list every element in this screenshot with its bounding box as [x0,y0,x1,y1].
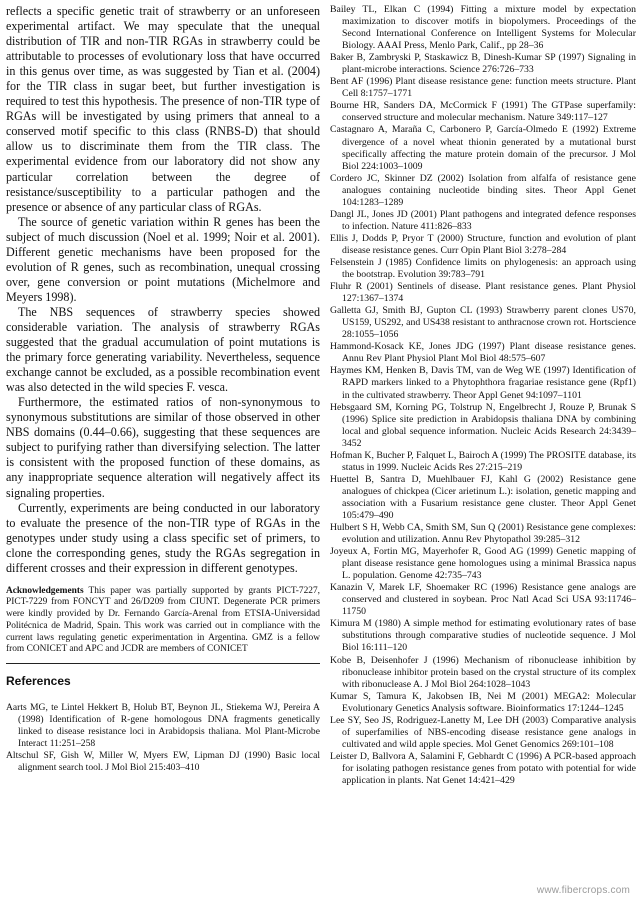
body-paragraph: The source of genetic variation within R genes has been the subject of much discussion (Noel et al. 1999; Noir et al. 2001). Different genetic mechanisms have been proposed for the evolution of R genes, such as recombination, unequal crossing over, gene conversion or point mutations (Michelmore and Meyers 1998). [6,214,320,304]
body-paragraph: reflects a specific genetic trait of strawberry or an unforeseen experimental artifact. We may speculate that the unequal distribution of TIR and non-TIR RGAs in strawberry could be attributable to processes of evolutionary loss that have occurred in this genus over time, as was suggested by Tian et al. (2004) for the TIR class in sugar beet, but further investigation is required to test this hypothesis. The presence of non-TIR type of RGAs will be investigated by using primers that anneal to a conserved motif specific to this class (RNBS-D) that should allow us to discriminate them from the TIR class. The experimental evidence from our laboratory did not show any particular correlation between the degree of resistance/susceptibility to a particular pathogen and the presence or absence of any particular class of RGAs. [6,4,320,214]
acknowledgements-label: Acknowledgements [6,585,84,596]
reference-entry: Hammond-Kosack KE, Jones JDG (1997) Plant disease resistance genes. Annu Rev Plant Physiol Plant Mol Biol 48:575–607 [330,341,636,365]
right-column [330,4,636,787]
reference-entry: Hebsgaard SM, Korning PG, Tolstrup N, Engelbrecht J, Rouze P, Brunak S (1996) Splice site prediction in Arabidopsis thaliana DNA by combining local and global sequence information. Nucleic Acids Research 24:3439–3452 [330,401,636,449]
reference-entry: Huettel B, Santra D, Muehlbauer FJ, Kahl G (2002) Resistance gene analogues of chickpea (Cicer arietinum L.): isolation, genetic mapping and association with a Fusarium resistance gene cluster. Theor Appl Genet 105:479–490 [330,473,636,521]
reference-entry: Bent AF (1996) Plant disease resistance gene: function meets structure. Plant Cell 8:1757–1771 [330,76,636,100]
reference-entry: Kumar S, Tamura K, Jakobsen IB, Nei M (2001) MEGA2: Molecular Evolutionary Genetics Analysis software. Bioinformatics 17:1244–1245 [330,690,636,714]
reference-entry: Kanazin V, Marek LF, Shoemaker RC (1996) Resistance gene analogs are conserved and clustered in soybean. Proc Natl Acad Sci USA 93:11746–11750 [330,582,636,618]
watermark: www.fibercrops.com [536,885,630,896]
body-paragraph: Furthermore, the estimated ratios of non-synonymous to synonymous substitutions are similar of those observed in other NBS domains (0.44–0.66), suggesting that these sequences are subject to purifying rather than diversifying selection. The latter is consistent with the proposed function of these domains, as any inappropriate sequence alteration will negatively affect its signaling properties. [6,395,320,500]
reference-entry: Lee SY, Seo JS, Rodriguez-Lanetty M, Lee DH (2003) Comparative analysis of superfamilies of NBS-encoding disease resistance gene analogs in cultivated and wild apple species. Mol Genet Genomics 269:101–108 [330,714,636,750]
reference-entry: Aarts MG, te Lintel Hekkert B, Holub BT, Beynon JL, Stiekema WJ, Pereira A (1998) Identification of R-gene homologous DNA fragments genetically linked to disease resistance loci in Arabidopsis thaliana. Mol Plant-Microbe Interact 11:251–258 [6,702,320,750]
reference-entry: Leister D, Ballvora A, Salamini F, Gebhardt C (1996) A PCR-based approach for isolating pathogen resistance genes from potato with potential for wide application in plants. Nat Genet 14:421–429 [330,750,636,786]
reference-entry: Joyeux A, Fortin MG, Mayerhofer R, Good AG (1999) Genetic mapping of plant disease resistance gene homologues using a minimal Brassica napus L. population. Genome 42:735–743 [330,546,636,582]
reference-entry: Bailey TL, Elkan C (1994) Fitting a mixture model by expectation maximization to discover motifs in biopolymers. Proceedings of the Second International Conference on Intelligent Systems for Molecular Biology. AAAI Press, Menlo Park, Calif., pp 28–36 [330,4,636,52]
reference-entry: Altschul SF, Gish W, Miller W, Myers EW, Lipman DJ (1990) Basic local alignment search tool. J Mol Biol 215:403–410 [6,750,320,774]
reference-entry: Hofman K, Bucher P, Falquet L, Bairoch A (1999) The PROSITE database, its status in 1999. Nucleic Acids Res 27:215–219 [330,449,636,473]
body-paragraph: Currently, experiments are being conducted in our laboratory to evaluate the presence of the non-TIR type of RGAs in the genotypes under study using a class specific set of primers, to clone the corresponding genes, study the RGAs segregation in different crosses and their expression in different genotypes. [6,500,320,575]
reference-entry: Cordero JC, Skinner DZ (2002) Isolation from alfalfa of resistance gene analogues containing nucleotide binding sites. Theor Appl Genet 104:1283–1289 [330,172,636,208]
left-column [6,4,320,774]
reference-entry: Bourne HR, Sanders DA, McCormick F (1991) The GTPase superfamily: conserved structure and molecular mechanism. Nature 349:117–127 [330,100,636,124]
reference-entry: Felsenstein J (1985) Confidence limits on phylogenesis: an approach using the bootstrap. Evolution 39:783–791 [330,256,636,281]
reference-entry: Kimura M (1980) A simple method for estimating evolutionary rates of base substitutions through comparative studies of nucleotide sequence. J Mol Biol 16:111–120 [330,618,636,654]
reference-entry: Castagnaro A, Maraña C, Carbonero P, García-Olmedo E (1992) Extreme divergence of a novel wheat thionin generated by a mutational burst specifically affecting the mature protein domain of the precursor. J Mol Biol 224:1003–1009 [330,124,636,172]
references-heading: References [6,674,71,688]
section-divider [6,663,320,664]
reference-entry: Hulbert S H, Webb CA, Smith SM, Sun Q (2001) Resistance gene complexes: evolution and utilization. Annu Rev Phytopathol 39:285–312 [330,522,636,546]
reference-entry: Kobe B, Deisenhofer J (1996) Mechanism of ribonuclease inhibition by ribonuclease inhibitor protein based on the crystal structure of its complex with ribonuclease A. J Mol Biol 264:1028–1043 [330,654,636,690]
body-paragraph: The NBS sequences of strawberry species showed considerable variation. The analysis of strawberry RGAs suggested that the gradual accumulation of point mutations is the primary force generating variability. Nevertheless, sequence exchange cannot be excluded, as a possible recombination event was also detected in the wild species F. vesca. [6,304,320,395]
acknowledgements [6,586,320,656]
acknowledgements-text: This paper was partially supported by grants PICT-7227, PICT-7229 from FONCYT and 26/D209 from CIUNT. Degenerate PCR primers were kindly provided by Dr. Fernando García-Arenal from ETSIA-Universidad Politécnica de Madrid, Spain. This work was carried out in compliance with the current laws regulating genetic experimentation in Argentina. GMZ is a fellow from CONICET and APC and JCDR are members of CONICET [6,585,320,655]
reference-entry: Ellis J, Dodds P, Pryor T (2000) Structure, function and evolution of plant disease resistance genes. Curr Opin Plant Biol 3:278–284 [330,232,636,256]
reference-entry: Baker B, Zambryski P, Staskawicz B, Dinesh-Kumar SP (1997) Signaling in plant-microbe interactions. Science 276:726–733 [330,52,636,76]
reference-entry: Galletta GJ, Smith BJ, Gupton CL (1993) Strawberry parent clones US70, US159, US292, and US438 resistant to anthracnose crown rot. Hortscience 28:1055–1056 [330,305,636,341]
reference-entry: Fluhr R (2001) Sentinels of disease. Plant resistance genes. Plant Physiol 127:1367–1374 [330,281,636,305]
reference-entry: Dangl JL, Jones JD (2001) Plant pathogens and integrated defence responses to infection. Nature 411:826–833 [330,208,636,232]
reference-entry: Haymes KM, Henken B, Davis TM, van de Weg WE (1997) Identification of RAPD markers linked to a Phytophthora fragariae resistance gene (Rpf1) in the cultivated strawberry. Theor Appl Genet 94:1097–1101 [330,365,636,401]
